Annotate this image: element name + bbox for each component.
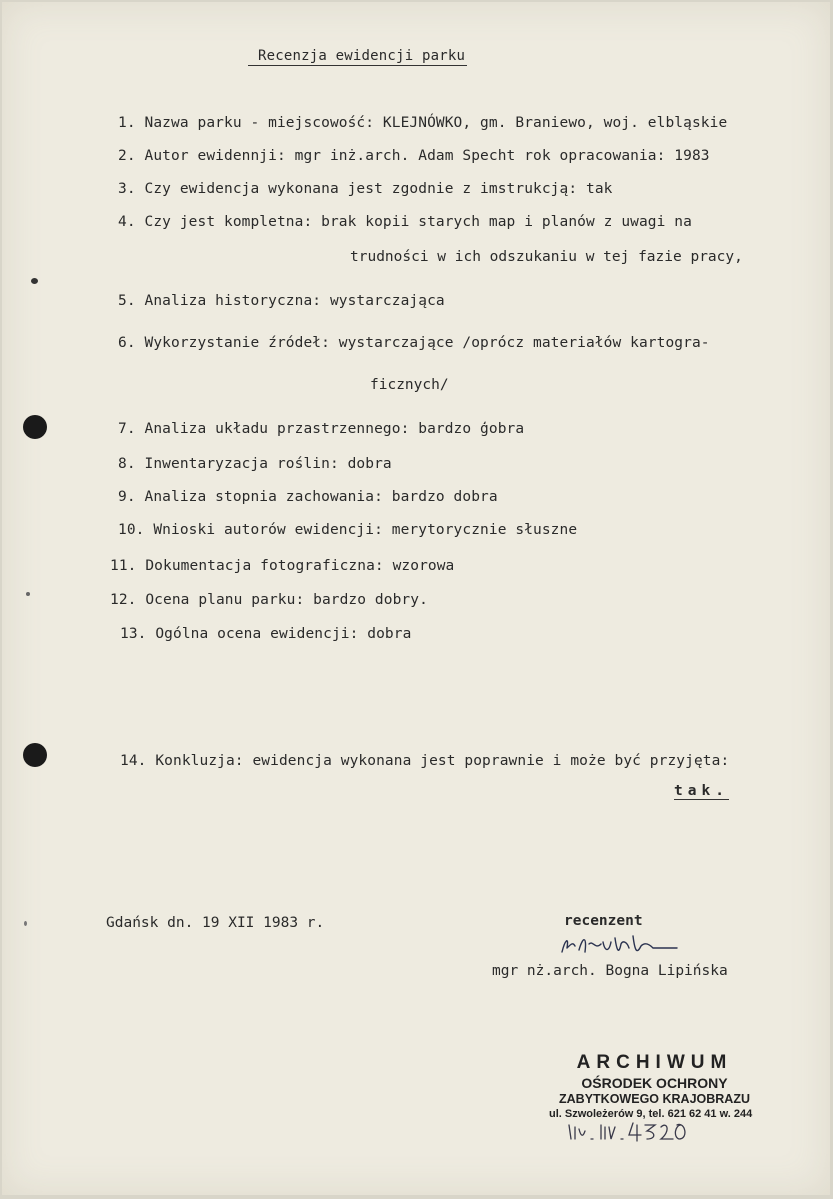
item-text: Czy ewidencja wykonana jest zgodnie z imstrukcją: tak — [144, 181, 613, 197]
list-item — [118, 148, 710, 164]
item-text: Nazwa parku - miejscowość: KLEJNÓWKO, gm. Braniewo, woj. elbląskie — [144, 115, 728, 131]
list-item — [118, 181, 613, 197]
item-number: 3. — [118, 181, 136, 197]
stamp-line-3: ZABYTKOWEGO KRAJOBRAZU — [559, 1092, 750, 1106]
item-number: 8. — [118, 456, 136, 472]
list-item — [118, 335, 710, 351]
item-number: 9. — [118, 489, 136, 505]
list-item — [118, 522, 577, 538]
list-item — [118, 214, 692, 230]
ink-speck — [31, 278, 38, 284]
item-number: 4. — [118, 214, 136, 230]
place-date: Gdańsk dn. 19 XII 1983 r. — [106, 915, 325, 931]
punch-hole-bottom — [23, 743, 47, 767]
item-text: Wnioski autorów ewidencji: merytorycznie słuszne — [153, 522, 578, 538]
ink-speck — [26, 592, 30, 596]
stamp-line-1: ARCHIWUM — [576, 1052, 733, 1073]
stamp-line-2: OŚRODEK OCHRONY — [581, 1075, 728, 1091]
list-item — [120, 753, 729, 769]
archive-stamp — [547, 1052, 762, 1120]
list-item — [110, 592, 428, 608]
item-number: 1. — [118, 115, 136, 131]
item-text: Inwentaryzacja roślin: dobra — [144, 456, 392, 472]
item-text: Czy jest kompletna: brak kopii starych map i planów z uwagi na — [144, 214, 692, 230]
item-text: Dokumentacja fotograficzna: wzorowa — [145, 558, 455, 574]
list-item — [118, 456, 392, 472]
item-number: 11. — [110, 558, 137, 574]
handwritten-inventory-note — [567, 1117, 697, 1143]
item-continuation: ficznych/ — [370, 377, 449, 393]
item-text: Analiza historyczna: wystarczająca — [144, 293, 445, 309]
list-item — [118, 489, 498, 505]
reviewer-label: recenzent — [564, 913, 643, 929]
item-text: Wykorzystanie źródeł: wystarczające /oprócz materiałów kartogra- — [144, 335, 710, 351]
item-text: Ogólna ocena ewidencji: dobra — [155, 626, 412, 642]
item-number: 5. — [118, 293, 136, 309]
item-text: Analiza stopnia zachowania: bardzo dobra — [144, 489, 498, 505]
document-title: Recenzja ewidencji parku — [248, 48, 467, 66]
item-text: Konkluzja: ewidencja wykonana jest poprawnie i może być przyjęta: — [155, 753, 730, 769]
conclusion-answer: tak. — [674, 783, 729, 799]
item-number: 2. — [118, 148, 136, 164]
item-continuation: trudności w ich odszukaniu w tej fazie pracy, — [350, 249, 743, 265]
item-number: 10. — [118, 522, 145, 538]
punch-hole-top — [23, 415, 47, 439]
ink-speck — [24, 921, 27, 926]
document-page — [2, 2, 830, 1195]
item-number: 6. — [118, 335, 136, 351]
list-item — [120, 626, 411, 642]
signature-image — [557, 930, 687, 962]
list-item — [118, 115, 727, 131]
stamp-line-4: ul. Szwoleżerów 9, tel. 621 62 41 w. 244 — [549, 1108, 753, 1120]
item-number: 7. — [118, 421, 136, 437]
list-item — [110, 558, 454, 574]
reviewer-name: mgr nż.arch. Bogna Lipińska — [492, 963, 728, 979]
list-item — [118, 421, 524, 437]
item-number: 14. — [120, 753, 147, 769]
item-text: Autor ewidennji: mgr inż.arch. Adam Specht rok opracowania: 1983 — [144, 148, 710, 164]
list-item — [118, 293, 445, 309]
item-text: Analiza układu przastrzennego: bardzo ģobra — [144, 421, 525, 437]
item-number: 13. — [120, 626, 147, 642]
item-number: 12. — [110, 592, 137, 608]
item-text: Ocena planu parku: bardzo dobry. — [145, 592, 428, 608]
